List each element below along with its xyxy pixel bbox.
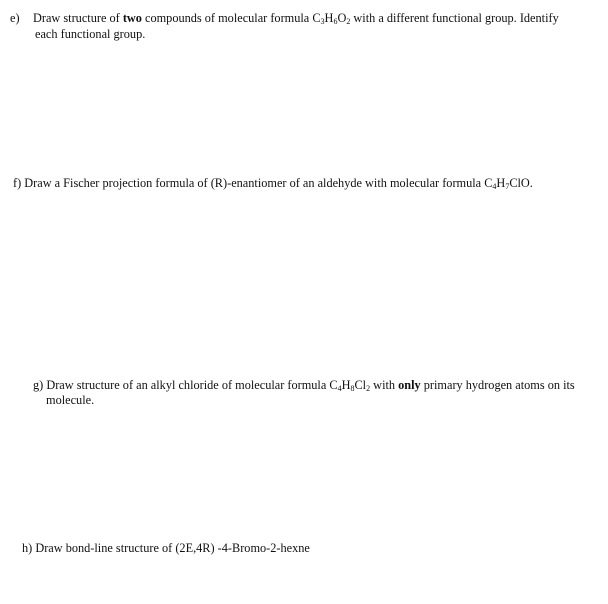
question-h-text: h) Draw bond-line structure of (2E,4R) -4-Bromo-2-hexne [22,541,310,555]
question-f-text: f) Draw a Fischer projection formula of (R)-enantiomer of an aldehyde with molecular formula $C_4H_7ClO$. [13,176,533,191]
question-e-text: Draw structure of two compounds of molecular formula $C_3H_6O_2$ with a different functional group. Identify [33,11,559,26]
question-g-line2: molecule. [46,393,95,407]
question-e-label: e) [10,11,20,25]
question-e-line2: each functional group. [35,27,146,41]
question-g-text: g) Draw structure of an alkyl chloride of molecular formula $C_4H_8Cl_2$ with only primary hydrogen atoms on its [33,378,575,393]
